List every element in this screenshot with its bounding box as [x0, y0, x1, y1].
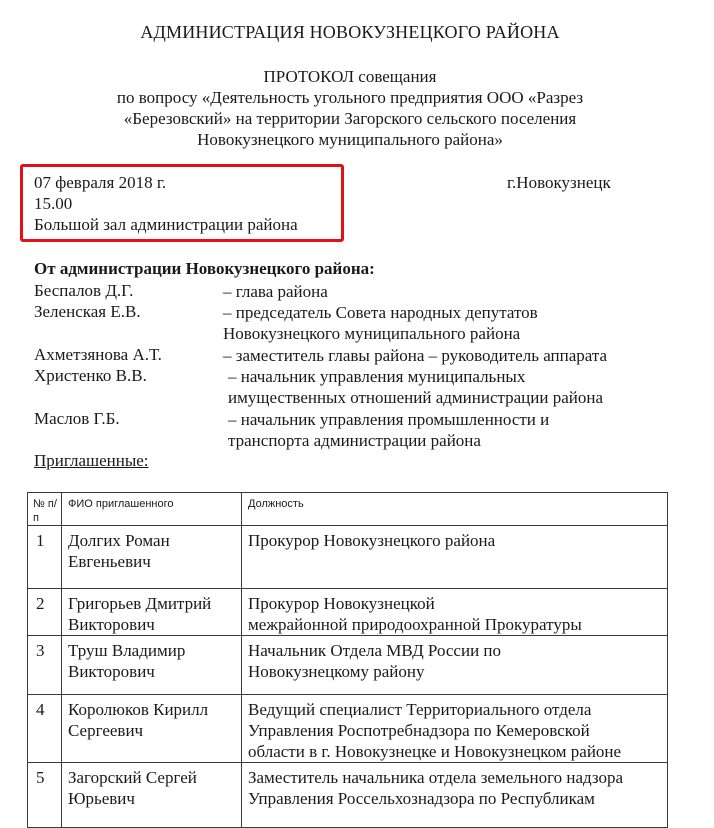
table-row [28, 526, 668, 589]
row-number: 3 [28, 636, 62, 695]
member-name: Беспалов Д.Г. [34, 281, 134, 300]
table-header-row [28, 493, 668, 526]
member-name: Христенко В.В. [34, 366, 147, 385]
table-row [28, 695, 668, 763]
guest-position: Начальник Отдела МВД России по Новокузнецкому району [242, 636, 668, 695]
column-header-name: ФИО приглашенного [62, 493, 242, 526]
invited-table [27, 492, 668, 828]
member-name: Зеленская Е.В. [34, 302, 141, 321]
meeting-place: Большой зал администрации района [34, 215, 298, 234]
member-role: – глава района [223, 282, 328, 301]
table-row [28, 636, 668, 695]
member-name: Ахметзянова А.Т. [34, 345, 162, 364]
guest-name: Долгих Роман Евгеньевич [62, 526, 242, 589]
member-role: – начальник управления промышленности и транспорта администрации района [228, 410, 550, 450]
guest-position: Прокурор Новокузнецкого района [242, 526, 668, 589]
protocol-title: ПРОТОКОЛ совещания [263, 67, 437, 86]
guest-position: Заместитель начальника отдела земельного надзора Управления Россельхознадзора по Республикам [242, 763, 668, 828]
guest-name: Григорьев Дмитрий Викторович [62, 589, 242, 636]
guest-name: Королюков Кирилл Сергеевич [62, 695, 242, 763]
member-name: Маслов Г.Б. [34, 409, 120, 428]
invited-heading: Приглашенные: [34, 451, 149, 470]
protocol-subject-line: Новокузнецкого муниципального района» [197, 130, 503, 149]
row-number: 1 [28, 526, 62, 589]
row-number: 5 [28, 763, 62, 828]
guest-position: Ведущий специалист Территориального отдела Управления Роспотребнадзора по Кемеровской области в г. Новокузнецке и Новокузнецком районе [242, 695, 668, 763]
meeting-time: 15.00 [34, 194, 73, 213]
guest-name: Загорский Сергей Юрьевич [62, 763, 242, 828]
guest-position: Прокурор Новокузнецкой межрайонной природоохранной Прокуратуры [242, 589, 668, 636]
member-role: – председатель Совета народных депутатов Новокузнецкого муниципального района [223, 303, 538, 343]
member-role: – начальник управления муниципальных имущественных отношений администрации района [228, 367, 604, 407]
column-header-position: Должность [242, 493, 668, 526]
protocol-subject-line: по вопросу «Деятельность угольного предприятия ООО «Разрез [116, 88, 584, 107]
meeting-city: г.Новокузнецк [507, 173, 611, 192]
row-number: 4 [28, 695, 62, 763]
table-row [28, 763, 668, 828]
protocol-heading [60, 66, 640, 150]
member-role: – заместитель главы района – руководитель аппарата [223, 346, 608, 365]
organization-title: АДМИНИСТРАЦИЯ НОВОКУЗНЕЦКОГО РАЙОНА [140, 22, 560, 42]
administration-heading: От администрации Новокузнецкого района: [34, 259, 375, 278]
column-header-number: № п/п [28, 493, 62, 526]
table-row [28, 589, 668, 636]
protocol-subject-line: «Березовский» на территории Загорского сельского поселения [123, 109, 577, 128]
meeting-date: 07 февраля 2018 г. [34, 173, 167, 192]
row-number: 2 [28, 589, 62, 636]
guest-name: Труш Владимир Викторович [62, 636, 242, 695]
